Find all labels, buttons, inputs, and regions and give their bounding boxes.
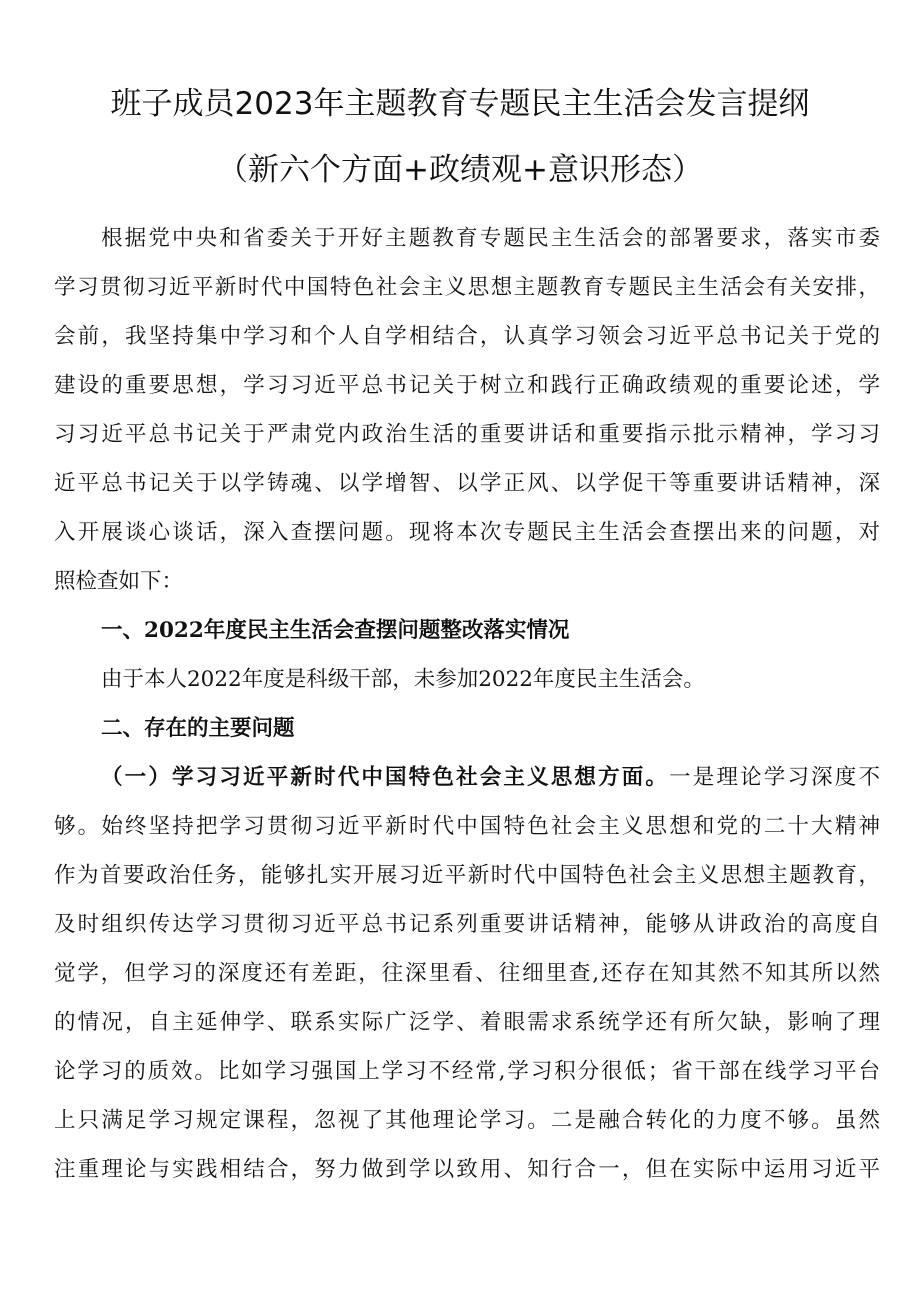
intro-line: 习习近平总书记关于严肃党内政治生活的重要讲话和重要指示批示精神，学习习 — [54, 422, 880, 447]
subsection-heading: （一）学习习近平新时代中国特色社会主义思想方面。 — [101, 765, 670, 790]
body-line: 作为首要政治任务，能够扎实开展习近平新时代中国特色社会主义思想主题教育， — [54, 863, 880, 888]
intro-line: 学习贯彻习近平新时代中国特色社会主义思想主题教育专题民主生活会有关安排， — [54, 275, 880, 300]
intro-line: 近平总书记关于以学铸魂、以学增智、以学正风、以学促干等重要讲话精神，深 — [54, 471, 880, 496]
section-body: 由于本人2022年度是科级干部，未参加2022年度民主生活会。 — [101, 667, 705, 692]
intro-line: 根据党中央和省委关于开好主题教育专题民主生活会的部署要求，落实市委 — [101, 226, 880, 251]
intro-line: 会前，我坚持集中学习和个人自学相结合，认真学习领会习近平总书记关于党的 — [54, 324, 880, 349]
section-heading: 二、存在的主要问题 — [101, 716, 295, 741]
body-line: 注重理论与实践相结合，努力做到学以致用、知行合一，但在实际中运用习近平 — [54, 1157, 880, 1182]
intro-line: 建设的重要思想，学习习近平总书记关于树立和践行正确政绩观的重要论述，学 — [54, 373, 880, 398]
document-title: 班子成员2023年主题教育专题民主生活会发言提纲 — [110, 86, 810, 122]
section-heading: 一、2022年度民主生活会查摆问题整改落实情况 — [101, 618, 570, 643]
body-line: 及时组织传达学习贯彻习近平总书记系列重要讲话精神，能够从讲政治的高度自 — [54, 912, 880, 937]
body-line: 的情况，自主延伸学、联系实际广泛学、着眼需求系统学还有所欠缺，影响了理 — [54, 1010, 880, 1035]
subsection-text: 一是理论学习深度不 — [669, 765, 880, 790]
body-line: 上只满足学习规定课程，忽视了其他理论学习。二是融合转化的力度不够。虽然 — [54, 1108, 880, 1133]
intro-line: 入开展谈心谈话，深入查摆问题。现将本次专题民主生活会查摆出来的问题，对 — [54, 520, 880, 545]
intro-line: 照检查如下： — [54, 569, 184, 594]
body-line: 论学习的质效。比如学习强国上学习不经常,学习积分很低；省干部在线学习平台 — [54, 1059, 880, 1084]
body-line: 觉学，但学习的深度还有差距，往深里看、往细里查,还存在知其然不知其所以然 — [54, 961, 880, 986]
subsection-first-line — [101, 757, 880, 799]
body-line: 够。始终坚持把学习贯彻习近平新时代中国特色社会主义思想和党的二十大精神 — [54, 814, 880, 839]
document-subtitle: （新六个方面+政绩观+意识形态） — [217, 152, 703, 188]
